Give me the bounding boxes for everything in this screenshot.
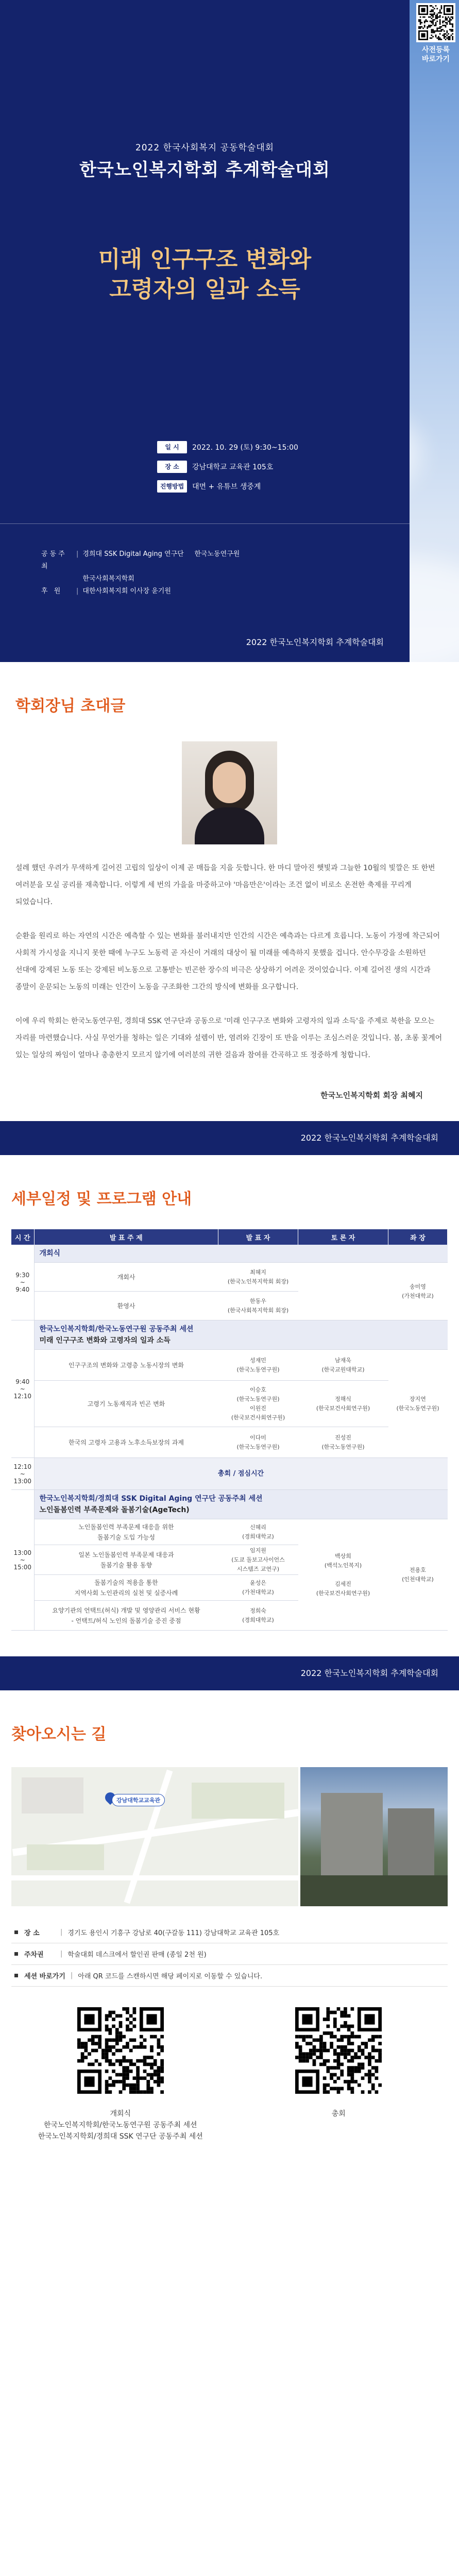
building-photo	[300, 1767, 448, 1906]
photo-body	[195, 807, 264, 844]
table-row	[11, 1427, 448, 1458]
table-row	[11, 1245, 448, 1263]
chair-cell: 전용호 (인천대학교)	[388, 1519, 448, 1631]
col-header-topic: 발 표 주 제	[34, 1229, 218, 1245]
greeting-paragraph: 순환을 원리로 하는 자연의 시간은 예측할 수 있는 변화를 불러내지만 인간의 시간은 예측과는 다르게 흐릅니다. 노동이 가정에 착근되어 사회적 가시성을 지니지 못한 때에 누구도 노동력 곧 자신이 거래의 대상이 될 미래를 예측하지 못했을 겁니다. 안수무강을 소원하던 선대에 강제된 노동 또는 강제된 비노동으로 고통받는 빈곤한 장수의 비극은 상상하기 어려운 것이었습니다. 이제 길어진 생의 시간과 종말이 운문되는 노동의 미래는 인간이 노동을 구조화한 그간의 방식에 변화를 요구합니다.	[15, 932, 440, 991]
section-band: 2022 한국노인복지학회 추계학술대회	[0, 1656, 459, 1690]
info-row-date	[157, 440, 298, 454]
schedule-title: 세부일정 및 프로그램 안내	[11, 1190, 192, 1208]
greeting-signature: 한국노인복지학회 회장 최혜지	[320, 1091, 423, 1100]
session-qr-row	[11, 2007, 448, 2142]
location-value: 학술대회 데스크에서 할인권 판매 (종일 2천 원)	[67, 1951, 207, 1959]
general-meeting-qr-icon[interactable]	[295, 2007, 382, 2094]
info-value: 대면 + 유튜브 생중계	[192, 483, 261, 491]
time-dash: ~	[20, 1279, 25, 1286]
time-cell: 9:40 ~ 12:10	[11, 1320, 34, 1458]
location-key: 장 소	[24, 1929, 40, 1937]
table-row	[11, 1350, 448, 1381]
time-cell: 13:00 ~ 15:00	[11, 1490, 34, 1631]
speaker-cell: 이다미 (한국노동연구원)	[218, 1427, 298, 1458]
sponsor-value: 대한사회복지회 이사장 윤기원	[82, 587, 171, 595]
separator: |	[60, 1950, 63, 1958]
main-title-line-1: 미래 인구구조 변화와	[98, 246, 312, 273]
info-value: 강남대학교 교육관 105호	[192, 463, 274, 471]
discussant-cell	[298, 1263, 388, 1320]
session-subtitle: 미래 인구구조 변화와 고령자의 일과 소득	[39, 1336, 171, 1345]
map-row	[11, 1767, 448, 1906]
location-info-list	[11, 1922, 448, 1987]
table-row	[11, 1263, 448, 1292]
directions-section	[0, 1690, 459, 2163]
registration-qr-icon[interactable]	[416, 3, 455, 42]
discussant-cell: 진성진 (한국노동연구원)	[298, 1427, 388, 1458]
qr-caption: 총회	[331, 2110, 346, 2118]
time-cell	[11, 1245, 34, 1320]
greeting-paragraph: 설레 했던 우려가 무색하게 길어진 고립의 일상이 이제 곧 매듭을 지을 듯합니다. 한 마디 말아진 햇빛과 그늘한 10월의 빛깔은 또 한번 여러분을 모실 공리를 재촉합니다. 이렇게 세 번의 가을을 마중하고야 '마음만은'이라는 조건 없이 비로소 온전한 축제를 꾸리게 되었습니다.	[15, 864, 435, 906]
speaker-cell: 신혜리 (경희대학교)	[218, 1519, 298, 1545]
location-item-session-link	[11, 1965, 448, 1987]
separator: |	[76, 587, 79, 595]
separator: |	[60, 1928, 63, 1936]
qr-caption: 개회식 한국노인복지학회/한국노동연구원 공동주최 세션 한국노인복지학회/경희대 SSK 연구단 공동주최 세션	[38, 2110, 203, 2141]
session-qr-cell	[28, 2007, 213, 2142]
hero-footer: 2022 한국노인복지학회 추계학술대회	[246, 637, 384, 647]
speaker-cell: 이승호 (한국노동연구원) 이원진 (한국보건사회연구원)	[218, 1381, 298, 1427]
building-shape	[388, 1808, 434, 1886]
co-host-row	[41, 548, 240, 573]
location-value: 경기도 용인시 기흥구 강남로 40(구갈동 111) 강남대학교 교육관 105호	[67, 1929, 280, 1937]
info-tag: 진행방법	[157, 480, 187, 493]
conference-main-title	[0, 245, 410, 304]
session-subtitle: 노인돌봄인력 부족문제와 돌봄기술(AgeTech)	[39, 1506, 190, 1514]
location-key: 세션 바로가기	[24, 1973, 65, 1980]
table-header-row	[11, 1229, 448, 1245]
topic-cell: 고령기 노동재직과 빈곤 변화	[34, 1381, 218, 1427]
speaker-cell: 한동우 (한국사회복지학회 회장)	[218, 1292, 298, 1320]
trees	[300, 1875, 448, 1906]
hero-section	[0, 0, 459, 662]
speaker-cell: 정희숙 (경희대학교)	[218, 1601, 298, 1631]
info-tag: 장 소	[157, 461, 187, 473]
table-row	[11, 1490, 448, 1519]
conference-org-title: 한국노인복지학회 추계학술대회	[79, 160, 330, 180]
discussant-cell: 백상희 (백석노인복지) 김세진 (한국보건사회연구원)	[298, 1519, 388, 1631]
session-head	[34, 1490, 448, 1519]
schedule-table	[11, 1229, 448, 1631]
map-block	[27, 1844, 104, 1870]
table-row	[11, 1519, 448, 1545]
session-qr-cell	[246, 2007, 431, 2142]
topic-cell: 요양기관의 언택트(허식) 개발 및 영양관리 서비스 현황 - 언택트/허식 노인의 돌봄기술 증진 중점	[34, 1601, 218, 1631]
bullet-icon	[14, 1974, 18, 1977]
topic-cell: 일본 노인돌봄인력 부족문제 대응과 돌봄기술 활용 동향	[34, 1545, 218, 1575]
session-head	[34, 1320, 448, 1350]
time-start: 9:30	[15, 1272, 30, 1279]
topic-cell: 노인돌봄인력 부족문제 대응을 위한 돌봄기술 도입 가능성	[34, 1519, 218, 1545]
topic-cell: 인구구조의 변화와 고령층 노동시장의 변화	[34, 1350, 218, 1381]
co-host-value-2: 한국사회복지학회	[82, 575, 134, 583]
table-row	[11, 1458, 448, 1490]
main-title-line-2: 고령자의 일과 소득	[109, 276, 300, 302]
sponsor-row	[41, 585, 240, 598]
organizer-block	[41, 548, 240, 598]
spacer	[41, 573, 72, 585]
building-shape	[321, 1793, 383, 1886]
separator: |	[70, 1972, 73, 1979]
greeting-title: 학회장님 초대글	[15, 697, 126, 715]
time-cell: 12:10 ~ 13:00	[11, 1458, 34, 1490]
president-photo	[182, 741, 277, 844]
col-header-discussant: 토 론 자	[298, 1229, 388, 1245]
discussant-cell: 정해식 (한국보건사회연구원)	[298, 1381, 388, 1427]
directions-title: 찾아오시는 길	[11, 1725, 107, 1743]
time-end: 9:40	[15, 1286, 30, 1293]
schedule-section	[0, 1155, 459, 1656]
topic-cell: 개회사	[34, 1263, 218, 1292]
divider	[0, 523, 410, 524]
location-item-address	[11, 1922, 448, 1943]
separator: |	[76, 550, 79, 558]
info-tag: 일 시	[157, 441, 187, 453]
session-head-title: 한국노인복지학회/한국노동연구원 공동주최 세션	[39, 1325, 194, 1333]
map-pin-label: 강남대학교교육관	[112, 1794, 165, 1806]
col-header-time: 시 간	[11, 1229, 34, 1245]
location-map[interactable]	[11, 1767, 298, 1906]
map-block	[192, 1783, 284, 1819]
event-info-list	[157, 440, 298, 499]
info-row-method	[157, 480, 298, 493]
location-key: 주차권	[24, 1951, 44, 1959]
break-cell: 총회 / 점심시간	[34, 1458, 448, 1490]
session-qr-icon[interactable]	[77, 2007, 164, 2094]
speaker-cell: 최혜지 (한국노인복지학회 회장)	[218, 1263, 298, 1292]
table-row	[11, 1381, 448, 1427]
info-row-venue	[157, 460, 298, 473]
info-value: 2022. 10. 29 (토) 9:30~15:00	[192, 444, 298, 452]
table-row	[11, 1320, 448, 1350]
map-block	[22, 1777, 83, 1814]
chair-cell: 송미영 (가천대학교)	[388, 1263, 448, 1320]
chair-cell: 장지연 (한국노동연구원)	[388, 1350, 448, 1458]
location-value: 아래 QR 코드를 스캔하시면 해당 페이지로 이동할 수 있습니다.	[78, 1973, 263, 1980]
session-head: 개회식	[34, 1245, 448, 1263]
photo-face	[213, 762, 246, 803]
co-host-key: 공동주최	[41, 550, 67, 570]
topic-cell: 한국의 고령자 고용과 노후소득보장의 과제	[34, 1427, 218, 1458]
speaker-cell: 윤성은 (가천대학교)	[218, 1575, 298, 1601]
co-host-value: 경희대 SSK Digital Aging 연구단 한국노동연구원	[82, 550, 240, 558]
sponsor-key: 후 원	[41, 587, 63, 595]
conference-subtitle: 2022 한국사회복지 공동학술대회	[135, 143, 275, 153]
speaker-cell: 임지원 (도쿄 돌보고사이언스 시스템즈 교연구)	[218, 1545, 298, 1575]
col-header-speaker: 발 표 자	[218, 1229, 298, 1245]
speaker-cell: 성재민 (한국노동연구원)	[218, 1350, 298, 1381]
location-item-parking	[11, 1943, 448, 1965]
registration-link-label[interactable]: 사전등록 바로가기	[421, 46, 450, 63]
bullet-icon	[14, 1952, 18, 1956]
session-head-title: 한국노인복지학회/경희대 SSK Digital Aging 연구단 공동주최 세션	[39, 1495, 263, 1503]
greeting-section	[0, 662, 459, 1121]
col-header-chair: 좌 장	[388, 1229, 448, 1245]
co-host-row-2	[41, 573, 240, 585]
section-band: 2022 한국노인복지학회 추계학술대회	[0, 1121, 459, 1155]
discussant-cell: 남재욱 (한국교원대학교)	[298, 1350, 388, 1381]
topic-cell: 환영사	[34, 1292, 218, 1320]
map-road	[11, 1875, 298, 1880]
greeting-paragraph: 이에 우리 학회는 한국노동연구원, 경희대 SSK 연구단과 공동으로 '미래 인구구조 변화와 고령자의 일과 소득'을 주제로 북한을 모으는 자리를 마련했습니다. 사실 무언가를 청하는 일은 기대와 설렘이 반, 염려와 긴장이 또 반을 이루는 조심스러운 것입니다. 봄, 초롱 꽃계어 있는 일상의 짜임이 얼마나 총총한지 모르지 않기에 여러분의 귀한 걸음과 참여를 간곡하고 또 정중하게 청합니다.	[15, 1017, 443, 1059]
topic-cell: 돌봄기술의 적용을 통한 지역사회 노인관리의 실천 및 실증사례	[34, 1575, 218, 1601]
bullet-icon	[14, 1930, 18, 1934]
